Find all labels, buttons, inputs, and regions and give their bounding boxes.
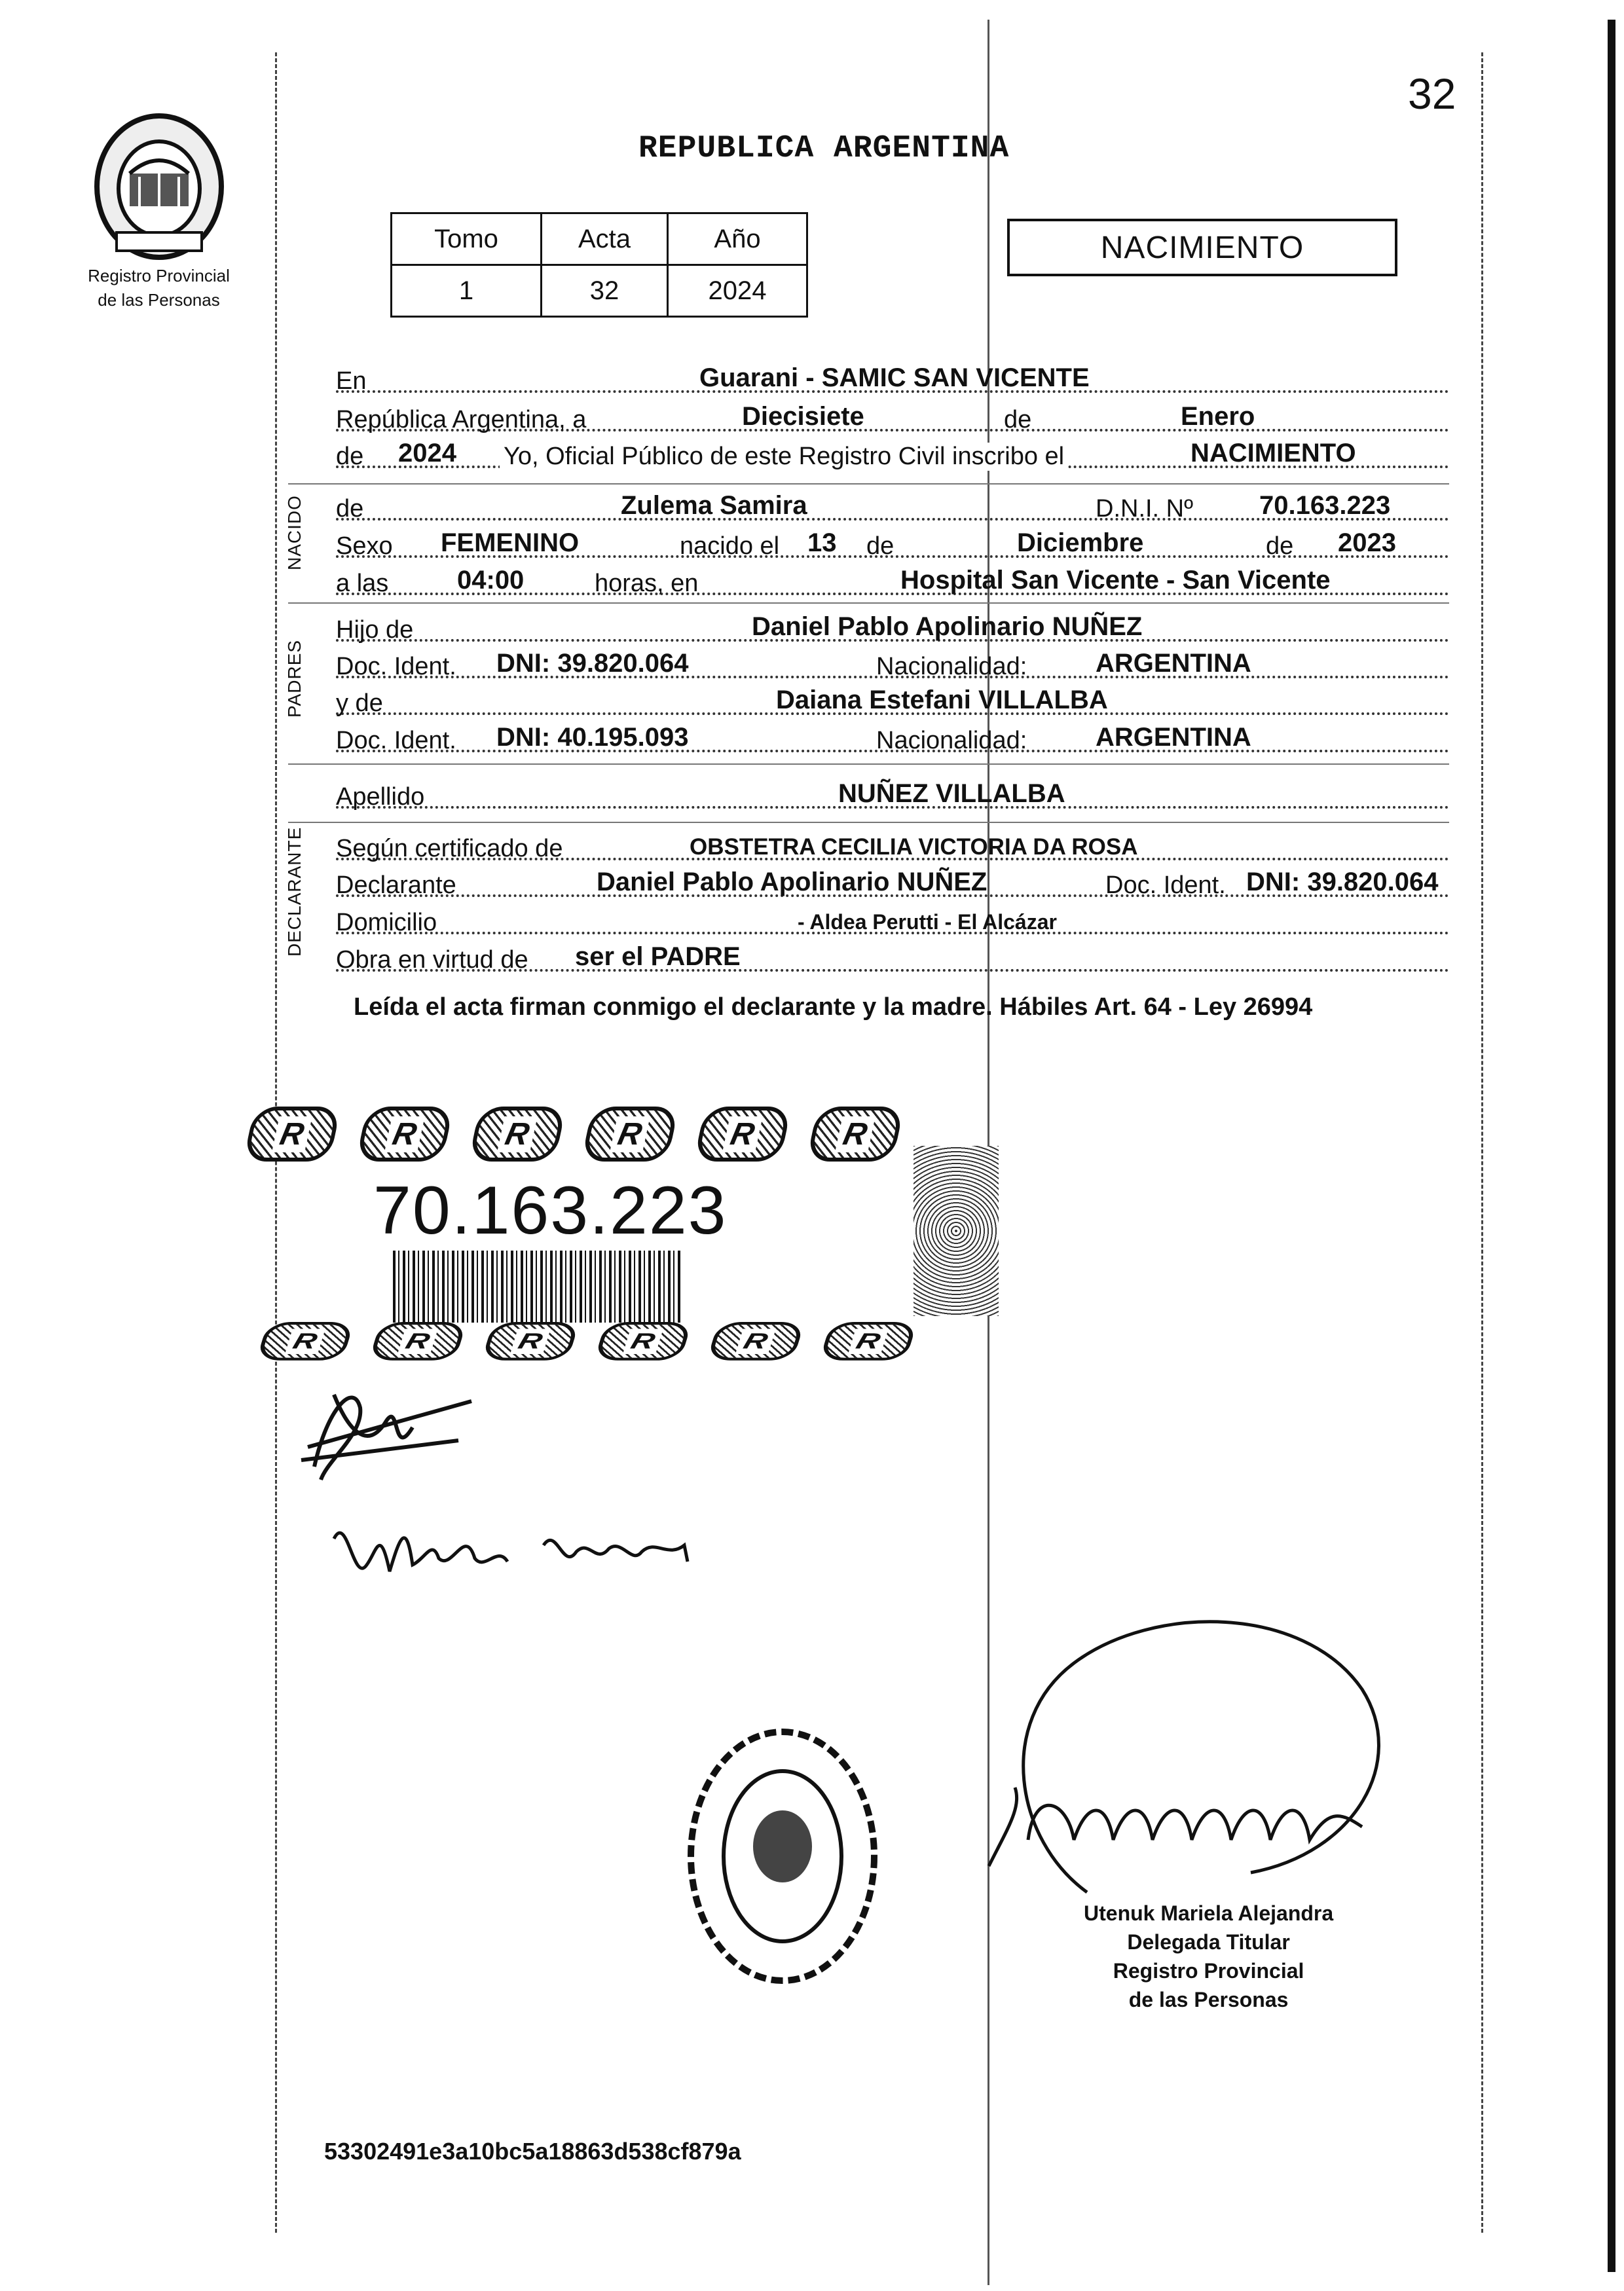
mother-nac: ARGENTINA bbox=[1096, 723, 1251, 752]
registry-logo bbox=[75, 111, 242, 310]
row-father-doc bbox=[336, 644, 1449, 681]
alas-label: a las bbox=[336, 570, 389, 597]
row-republica bbox=[336, 397, 1449, 434]
page-title: REPUBLICA ARGENTINA bbox=[638, 131, 1010, 166]
strip-r-icon: R bbox=[243, 1107, 341, 1162]
strip-r-icon: R bbox=[468, 1107, 566, 1162]
dni-label: D.N.I. Nº bbox=[1096, 495, 1193, 522]
mother-value: Daiana Estefani VILLALBA bbox=[776, 686, 1108, 714]
row-declarante bbox=[336, 863, 1449, 900]
obra-label: Obra en virtud de bbox=[336, 946, 528, 974]
province-emblem-icon bbox=[84, 111, 234, 262]
domicilio-value: - Aldea Perutti - El Alcázar bbox=[798, 910, 1057, 934]
declarante-value: Daniel Pablo Apolinario NUÑEZ bbox=[597, 868, 987, 896]
side-label-declarante: DECLARANTE bbox=[284, 826, 304, 957]
strip-r-icon: R bbox=[369, 1322, 467, 1361]
declarante-label: Declarante bbox=[336, 871, 456, 899]
separator-declarante bbox=[288, 822, 1449, 823]
segun-label: Según certificado de bbox=[336, 835, 563, 862]
domicilio-label: Domicilio bbox=[336, 909, 437, 936]
official-seal-icon bbox=[674, 1715, 891, 1997]
act-type-box: NACIMIENTO bbox=[1007, 219, 1397, 276]
acta-header: Acta bbox=[542, 213, 668, 265]
row-en bbox=[336, 359, 1449, 395]
yde-label: y de bbox=[336, 689, 383, 717]
security-strip-top bbox=[249, 1107, 898, 1165]
sexo-value: FEMENINO bbox=[441, 528, 580, 557]
document-hash: 53302491e3a10bc5a18863d538cf879a bbox=[324, 2138, 741, 2165]
tomo-header: Tomo bbox=[392, 213, 542, 265]
day-value: Diecisiete bbox=[742, 402, 864, 431]
row-mother-doc bbox=[336, 718, 1449, 755]
separator-nacido bbox=[288, 483, 1449, 485]
strip-r-icon: R bbox=[693, 1107, 792, 1162]
apellido-value: NUÑEZ VILLALBA bbox=[838, 779, 1065, 808]
row-hora bbox=[336, 561, 1449, 598]
row-name bbox=[336, 486, 1449, 523]
name-value: Zulema Samira bbox=[621, 491, 807, 520]
hologram-icon bbox=[913, 1146, 999, 1316]
birth-day: 13 bbox=[807, 528, 837, 557]
separator-apellido bbox=[288, 763, 1449, 765]
declarant-signature bbox=[288, 1368, 485, 1493]
registry-value-row bbox=[392, 265, 807, 317]
father-nac: ARGENTINA bbox=[1096, 649, 1251, 678]
side-label-nacido: NACIDO bbox=[284, 495, 304, 570]
place-value: Hospital San Vicente - San Vicente bbox=[900, 566, 1331, 595]
declarante-doc: DNI: 39.820.064 bbox=[1246, 868, 1439, 896]
page-number: 32 bbox=[1408, 69, 1456, 118]
separator-padres bbox=[288, 602, 1449, 604]
de-name-label: de bbox=[336, 495, 364, 522]
apellido-label: Apellido bbox=[336, 783, 425, 811]
official-role: Delegada Titular bbox=[1127, 1930, 1290, 1954]
row-apellido bbox=[336, 775, 1449, 811]
right-margin-line bbox=[1481, 52, 1483, 2233]
strip-r-icon: R bbox=[707, 1322, 805, 1361]
row-obra bbox=[336, 938, 1449, 974]
official-signature bbox=[936, 1591, 1473, 1899]
strip-r-icon: R bbox=[806, 1107, 904, 1162]
strip-r-icon: R bbox=[581, 1107, 679, 1162]
row-domicilio bbox=[336, 900, 1449, 937]
official-name: Utenuk Mariela Alejandra bbox=[1084, 1901, 1334, 1925]
anio-value: 2024 bbox=[668, 265, 807, 317]
father-value: Daniel Pablo Apolinario NUÑEZ bbox=[752, 612, 1143, 641]
official-org-line2: de las Personas bbox=[1128, 1988, 1289, 2011]
official-signature-block bbox=[1084, 1899, 1333, 2014]
tomo-value: 1 bbox=[392, 265, 542, 317]
yo-text: Yo, Oficial Público de este Registro Civil inscribo el bbox=[500, 443, 1068, 471]
acta-value: 32 bbox=[542, 265, 668, 317]
right-edge-bar bbox=[1608, 20, 1615, 2272]
de-label-2: de bbox=[866, 532, 895, 560]
en-value: Guarani - SAMIC SAN VICENTE bbox=[699, 363, 1090, 392]
row-mother bbox=[336, 681, 1449, 718]
sexo-label: Sexo bbox=[336, 532, 393, 560]
strip-r-icon: R bbox=[594, 1322, 692, 1361]
doc-label-3: Doc. Ident. bbox=[1105, 871, 1226, 899]
strip-r-icon: R bbox=[256, 1322, 354, 1361]
anio-header: Año bbox=[668, 213, 807, 265]
inscribe-value: NACIMIENTO bbox=[1190, 439, 1356, 467]
nac-label-2: Nacionalidad: bbox=[876, 727, 1027, 754]
strip-r-icon: R bbox=[481, 1322, 580, 1361]
closing-notes: Leída el acta firman conmigo el declarante y la madre. Hábiles Art. 64 - Ley 26994 bbox=[354, 993, 1313, 1021]
barcode bbox=[393, 1251, 681, 1323]
segun-value: OBSTETRA CECILIA VICTORIA DA ROSA bbox=[690, 834, 1138, 860]
birth-year: 2023 bbox=[1338, 528, 1396, 557]
logo-label-line2: de las Personas bbox=[98, 290, 220, 310]
strip-r-icon: R bbox=[819, 1322, 917, 1361]
obra-value: ser el PADRE bbox=[575, 942, 741, 971]
side-label-padres: PADRES bbox=[284, 639, 304, 718]
de-label-3: de bbox=[1266, 532, 1294, 560]
horas-label: horas, en bbox=[595, 570, 699, 597]
official-org-line1: Registro Provincial bbox=[1113, 1959, 1304, 1983]
row-hijo bbox=[336, 608, 1449, 644]
mother-signature bbox=[327, 1499, 694, 1598]
row-segun bbox=[336, 826, 1449, 863]
strip-r-icon: R bbox=[356, 1107, 454, 1162]
birth-month: Diciembre bbox=[1017, 528, 1144, 557]
mother-doc: DNI: 40.195.093 bbox=[496, 723, 689, 752]
de-label: de bbox=[1004, 406, 1032, 433]
time-value: 04:00 bbox=[457, 566, 525, 595]
security-strip-bottom bbox=[262, 1322, 912, 1353]
year-value: 2024 bbox=[398, 439, 456, 467]
month-value: Enero bbox=[1181, 402, 1255, 431]
de-year-label: de bbox=[336, 443, 364, 470]
father-doc: DNI: 39.820.064 bbox=[496, 649, 689, 678]
dni-value: 70.163.223 bbox=[1259, 491, 1391, 520]
doc-label: Doc. Ident. bbox=[336, 653, 456, 680]
sticker-dni: 70.163.223 bbox=[373, 1173, 728, 1249]
republica-label: República Argentina, a bbox=[336, 406, 587, 433]
nac-label: Nacionalidad: bbox=[876, 653, 1027, 680]
doc-label-2: Doc. Ident. bbox=[336, 727, 456, 754]
registry-header-row bbox=[392, 213, 807, 265]
en-label: En bbox=[336, 367, 367, 395]
hijo-label: Hijo de bbox=[336, 616, 414, 644]
nacido-label: nacido el bbox=[680, 532, 780, 560]
row-sexo bbox=[336, 524, 1449, 560]
logo-label-line1: Registro Provincial bbox=[88, 266, 230, 285]
row-inscribo bbox=[336, 434, 1449, 471]
registry-table bbox=[390, 212, 808, 318]
